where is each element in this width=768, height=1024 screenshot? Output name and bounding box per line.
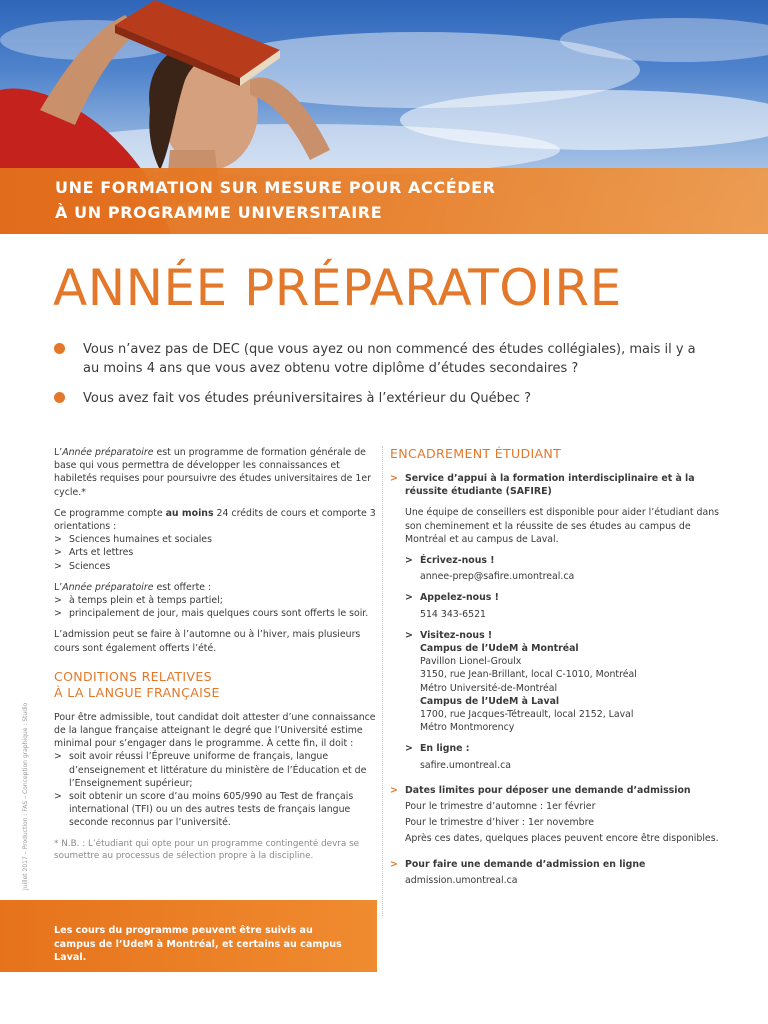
intro-question-1: Vous n’avez pas de DEC (que vous ayez ou non commencé des études collégiales), mais il y a au moins 4 ans que vous avez obtenu votre diplôme d’études secondaires ? bbox=[83, 342, 696, 376]
deadline-value: 1er novembre bbox=[524, 817, 595, 829]
conditions-list bbox=[54, 750, 377, 829]
offered-text bbox=[54, 581, 377, 594]
hero-headline-line-1: UNE FORMATION SUR MESURE POUR ACCÉDER bbox=[55, 178, 496, 197]
campus-name: Campus de l’UdeM à Montréal bbox=[420, 643, 579, 655]
contact-visit bbox=[390, 629, 730, 735]
heading-line: À LA LANGUE FRANÇAISE bbox=[54, 684, 220, 700]
footer-note: Les cours du programme peuvent être suivis au campus de l’UdeM à Montréal, et certains au campus Laval. bbox=[54, 925, 342, 963]
list-item: > Arts et lettres bbox=[54, 546, 377, 559]
list-item: > à temps plein et à temps partiel; bbox=[54, 594, 377, 607]
credits-emphasis: au moins bbox=[165, 507, 214, 519]
conditions-heading bbox=[54, 669, 377, 701]
list-item: > Sciences humaines et sociales bbox=[54, 533, 377, 546]
safire-title: > Service d’appui à la formation interdisciplinaire et à la réussite étudiante (SAFIRE) bbox=[390, 472, 730, 498]
text-fragment: Ce programme compte bbox=[54, 507, 166, 519]
contact-online bbox=[390, 742, 730, 771]
contact-call bbox=[390, 591, 730, 620]
deadline-autumn bbox=[390, 800, 730, 813]
address-line: 3150, rue Jean-Brillant, local C-1010, Montréal bbox=[420, 669, 637, 681]
hero-headline-line-2: À UN PROGRAMME UNIVERSITAIRE bbox=[55, 203, 383, 222]
phone-link[interactable]: 514 343-6521 bbox=[420, 608, 487, 620]
hero-banner bbox=[0, 0, 768, 234]
safire-description: Une équipe de conseillers est disponible pour aider l’étudiant dans son cheminement et la réussite de ses études au campus de Montréal et au campus de Laval. bbox=[405, 507, 720, 545]
campus-name: Campus de l’UdeM à Laval bbox=[420, 695, 560, 707]
support-heading: ENCADREMENT ÉTUDIANT bbox=[390, 446, 562, 461]
conditions-text: Pour être admissible, tout candidat doit attester d’une connaissance de la langue française atteignant le degré que l’Université estime minimal pour s’engager dans le programme. À cette fin, il doit : bbox=[54, 711, 376, 750]
deadline-label: Pour le trimestre d’hiver : bbox=[405, 817, 525, 829]
contact-write bbox=[390, 554, 730, 583]
credits-text bbox=[54, 507, 377, 533]
admission-text: L’admission peut se faire à l’automne ou à l’hiver, mais plusieurs cours sont également offerts l’été. bbox=[54, 629, 361, 654]
program-intro bbox=[54, 446, 377, 499]
deadline-winter bbox=[390, 816, 730, 829]
address-line: Pavillon Lionel-Groulx bbox=[420, 656, 522, 668]
page-title: ANNÉE PRÉPARATOIRE bbox=[53, 259, 622, 317]
list-item: > principalement de jour, mais quelques cours sont offerts le soir. bbox=[54, 607, 377, 620]
deadlines-section bbox=[390, 784, 730, 846]
apply-section bbox=[390, 858, 730, 887]
online-label: > En ligne : bbox=[405, 742, 730, 755]
column-divider bbox=[382, 446, 383, 916]
bullet-dot-icon bbox=[54, 392, 65, 403]
heading-line: CONDITIONS RELATIVES bbox=[54, 668, 212, 684]
text-fragment: est offerte : bbox=[153, 581, 212, 593]
apply-title: > Pour faire une demande d’admission en ligne bbox=[390, 858, 730, 871]
address-line: Métro Université-de-Montréal bbox=[420, 682, 558, 694]
orientations-list bbox=[54, 533, 377, 573]
footnote: * N.B. : L’étudiant qui opte pour un programme contingenté devra se soumettre au processus de sélection propre à la discipline. bbox=[54, 838, 360, 861]
text-fragment: L’ bbox=[54, 581, 63, 593]
list-item: > soit avoir réussi l’Épreuve uniforme de français, langue d’enseignement et littérature du ministère de l’Éducation et de l’Enseignement supérieur; bbox=[54, 750, 377, 790]
deadlines-title: > Dates limites pour déposer une demande d’admission bbox=[390, 784, 730, 797]
campus-montreal bbox=[405, 642, 730, 734]
program-name: Année préparatoire bbox=[62, 581, 154, 593]
list-item: > Sciences bbox=[54, 560, 377, 573]
address-line: Métro Montmorency bbox=[420, 722, 515, 734]
program-name: Année préparatoire bbox=[62, 447, 154, 458]
right-column bbox=[390, 446, 730, 887]
left-column bbox=[54, 446, 377, 862]
address-line: 1700, rue Jacques-Tétreault, local 2152, Laval bbox=[420, 709, 634, 721]
deadline-value: 1er février bbox=[543, 801, 596, 813]
call-label: > Appelez-nous ! bbox=[405, 591, 730, 604]
text-fragment: L’ bbox=[54, 447, 63, 458]
visit-label: > Visitez-nous ! bbox=[405, 629, 730, 642]
list-item: > soit obtenir un score d’au moins 605/990 au Test de français international (TFI) ou un des autres tests de français langue seconde reconnus par l’université. bbox=[54, 790, 377, 830]
apply-link[interactable]: admission.umontreal.ca bbox=[405, 874, 518, 886]
side-credit: Juillet 2017 – Production : FAS – Conception graphique : Studio bbox=[22, 702, 29, 890]
offered-list bbox=[54, 594, 377, 620]
website-link[interactable]: safire.umontreal.ca bbox=[420, 759, 512, 771]
text-fragment: 24 crédits de cours et comporte 3 orientations : bbox=[54, 507, 376, 533]
bullet-dot-icon bbox=[54, 343, 65, 354]
deadlines-note: Après ces dates, quelques places peuvent encore être disponibles. bbox=[405, 833, 719, 845]
email-link[interactable]: annee-prep@safire.umontreal.ca bbox=[420, 571, 575, 583]
deadline-label: Pour le trimestre d’automne : bbox=[405, 801, 544, 813]
text-fragment: est un programme de formation générale de base qui vous permettra de développer les connaissances et habiletés requises pour poursuivre des études universitaires de 1er cycle.* bbox=[54, 447, 371, 498]
write-label: > Écrivez-nous ! bbox=[405, 554, 730, 567]
intro-question-2: Vous avez fait vos études préuniversitaires à l’extérieur du Québec ? bbox=[83, 391, 532, 406]
